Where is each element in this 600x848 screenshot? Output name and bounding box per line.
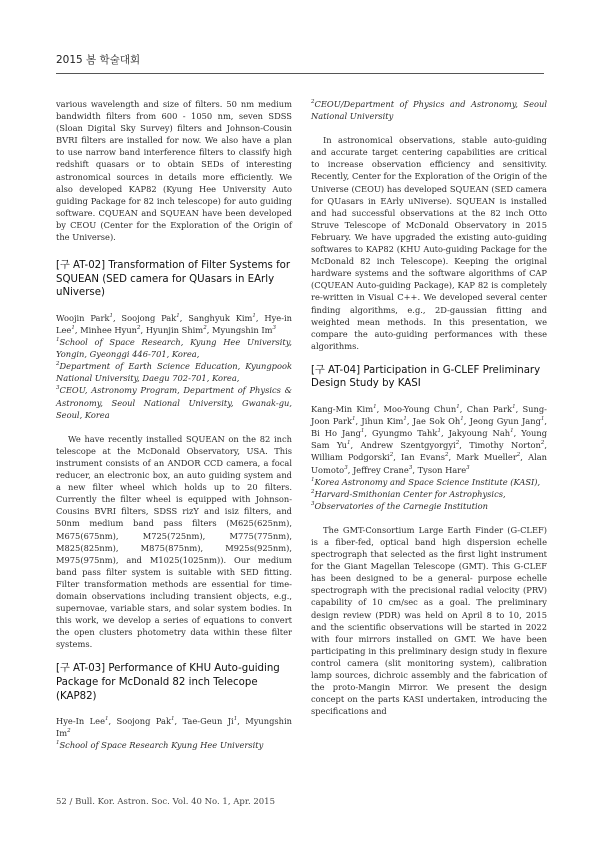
- author-affiliation-mark: 1: [460, 416, 464, 423]
- author-affiliation-mark: 3: [272, 325, 277, 332]
- author-name: Alan Uomoto: [311, 452, 548, 475]
- author-name: Tae-Geun Ji: [182, 716, 234, 727]
- at04-abstract: The GMT-Consortium Large Earth Finder (G-CLEF) is a fiber-fed, optical band high dispersion echelle spectrograph that selected as the first light instrument for the Giant Magellan Telescope (GMT). This G-CLEF has been designed to be a general- purpose echelle spectrograph with the precisional radial velocity (PRV) capability of 10 cm/sec as a goal. The preliminary design review (PDR) was held on April 8 to 10, 2015 and the scientific observations will be started in 2022 with four mirrors installed on GMT. We have been participating in this preliminary design study in flexure control camera (slit monitoring system), calibration lamp sources, dichroic assembly and the fabrication of the proto-Mangin Mirror. We present the design concept on the parts KASI undertaken, introducing the specifications and: [311, 524, 547, 717]
- author-affiliation-mark: 1: [437, 428, 441, 435]
- author-affiliation-mark: 2: [516, 452, 521, 459]
- affiliation-line: $^2$Department of Earth Science Education, Kyungpook National University, Daegu 702-701, Korea,: [56, 361, 292, 384]
- affiliation-line: $^1$School of Space Research Kyung Hee University: [56, 740, 264, 751]
- author-name: Jeong Gyun Jang: [469, 416, 541, 427]
- at04-affiliations: [311, 476, 547, 512]
- author-affiliation-mark: 1: [104, 716, 109, 723]
- author-name: Tyson Hare: [417, 464, 467, 475]
- author-name: Jeffrey Crane: [352, 464, 409, 475]
- author-name: Hyunjin Shim: [145, 325, 204, 335]
- affiliation-line: $^1$Korea Astronomy and Space Science Institute (KASI),: [311, 476, 541, 487]
- page-footer: 52 / Bull. Kor. Astron. Soc. Vol. 40 No. 1, Apr. 2015: [56, 797, 275, 807]
- at02-authors: Woojin Park$^1$, Soojong Pak$^1$, Sanghyuk Kim$^1$, Hye-in Lee$^1$, Minhee Hyun$^2$, Hyunjin Shim$^2$, Myungshin Im$^3$: [56, 312, 292, 335]
- author-name: Myungshin Im: [211, 325, 273, 335]
- author-name: Minhee Hyun: [80, 325, 138, 335]
- left-column: [56, 98, 292, 752]
- affiliation-line: $^2$Harvard-Smithonian Center for Astrophysics,: [311, 488, 506, 499]
- at02-abstract: We have recently installed SQUEAN on the 82 inch telescope at the McDonald Observatory, USA. This instrument consists of an ANDOR CCD camera, a focal reducer, an electronic box, an auto guiding system and a new filter wheel which holds up to 20 filters. Currently the filter wheel is equipped with Johnson-Cousins BVRI filters, SDSS rizY and isiz filters, and 50nm medium band pass filters (M625(625nm), M675(675nm), M725(725nm), M775(775nm), M825(825nm), M875(875nm), M925s(925nm), M975(975nm), and M1025(1025nm)). Our medium band pass filter system is suitable with SED fitting. Filter transformation methods are essential for time-domain observations including transient objects, e.g., supernovae, variable stars, and solar system bodies. In this work, we develop a series of equations to convert the open clusters photometry data within these filter systems.: [56, 433, 292, 650]
- author-affiliation-mark: 1: [171, 716, 175, 723]
- author-name: William Podgorski: [311, 452, 390, 463]
- author-affiliation-mark: 1: [252, 313, 256, 320]
- author-affiliation-mark: 1: [346, 440, 351, 447]
- at03-title: [구 AT-03] Performance of KHU Auto-guiding Package for McDonald 82 inch Telecope (KAP82): [56, 663, 280, 702]
- at02-affiliations: [56, 336, 292, 421]
- author-name: Ian Evans: [401, 452, 445, 463]
- running-header: 2015 봄 학술대회: [56, 54, 141, 66]
- author-name: Moo-Young Chun: [383, 404, 457, 415]
- author-name: Mark Mueller: [456, 452, 517, 463]
- at04-authors: Kang-Min Kim$^1$, Moo-Young Chun$^1$, Chan Park$^1$, Sung-Joon Park$^1$, Jihun Kim$^1$, Jae Sok Oh$^1$, Jeong Gyun Jang$^1$, Bi Ho Jang$^1$, Gyungmo Tahk$^1$, Jakyoung Nah$^1$, Young Sam Yu$^1$, Andrew Szentgyorgyi$^2$, Timothy Norton$^2$, William Podgorski$^2$, Ian Evans$^2$, Mark Mueller$^2$, Alan Uomoto$^3$, Jeffrey Crane$^3$, Tyson Hare$^3$: [311, 404, 548, 475]
- at04-title: [구 AT-04] Participation in G-CLEF Preliminary Design Study by KASI: [311, 364, 541, 390]
- author-affiliation-mark: 3: [344, 464, 348, 471]
- author-name: Myungshin Im: [56, 716, 292, 739]
- author-name: Jihun Kim: [361, 416, 404, 427]
- author-affiliation-mark: 2: [540, 440, 545, 447]
- author-name: Jakyoung Nah: [448, 428, 511, 439]
- author-name: Bi Ho Jang: [311, 428, 361, 439]
- author-affiliation-mark: 1: [352, 416, 356, 423]
- author-name: Woojin Park: [56, 312, 110, 323]
- author-affiliation-mark: 1: [109, 313, 113, 320]
- author-name: Kang-Min Kim: [311, 404, 374, 415]
- author-affiliation-mark: 1: [403, 416, 407, 423]
- at03-abstract: In astronomical observations, stable auto-guiding and accurate target centering capabilities are critical to increase observation efficiency and sensitivity. Recently, Center for the Exploration of the Origin of the Universe (CEOU) has developed SQUEAN (SED camera for QUasars in EArly uNiverse). SQUEAN is installed and had successful observations at the 82 inch Otto Struve Telescope of McDonald Observatory in 2015 February. We have upgraded the existing auto-guiding softwares to KAP82 (KHU Auto-guiding Package for the McDonald 82 inch Telescope). Keeping the original hardware systems and the software algorithms of CAP (CQUEAN Auto-guiding Package), KAP 82 is completely re-written in Visual C++. We developed several center finding algorithms, e.g., 2D-gaussian fitting and weighted mean methods. In this presentation, we compare the auto-guiding performances with these algorithms.: [311, 135, 547, 351]
- at03-affiliation-2: $^2$CEOU/Department of Physics and Astronomy, Seoul National University: [311, 99, 547, 122]
- author-name: Jae Sok Oh: [412, 416, 461, 427]
- author-name: Timothy Norton: [469, 440, 541, 451]
- author-name: Hye-in Lee: [56, 312, 292, 335]
- author-affiliation-mark: 1: [71, 325, 75, 332]
- author-affiliation-mark: 1: [510, 428, 514, 435]
- author-name: Soojong Pak: [121, 312, 177, 323]
- author-name: Sanghyuk Kim: [188, 312, 253, 323]
- author-affiliation-mark: 2: [203, 325, 207, 332]
- author-affiliation-mark: 1: [176, 313, 180, 320]
- affiliation-line: $^3$CEOU, Astronomy Program, Department of Physics & Astronomy, Seoul National University, Gwanak-gu, Seoul, Korea: [56, 385, 292, 420]
- author-affiliation-mark: 2: [455, 440, 460, 447]
- at03-affiliations: [56, 739, 292, 751]
- at02-title: [구 AT-02] Transformation of Filter Systems for SQUEAN (SED camera for QUasars in EArly uNiverse): [56, 260, 291, 299]
- intro-paragraph: various wavelength and size of filters. 50 nm medium bandwidth filters from 600 - 1050 nm, seven SDSS (Sloan Digital Sky Survey) filters and Johnson-Cousin BVRI filters are installed for now. We also have a plan to use narrow band interference filters to classify high redshift quasars or to obtain SEDs of interesting astronomical sources in details more efficiently. We also developed KAP82 (Kyung Hee University Auto guiding Package for 82 inch telescope) for auto guiding software. CQUEAN and SQUEAN have been developed by CEOU (Center for the Exploration of the Origin of the Universe).: [56, 99, 292, 243]
- author-name: Soojong Pak: [116, 716, 171, 727]
- at03-authors: Hye-In Lee$^1$, Soojong Pak$^1$, Tae-Geun Ji$^1$, Myungshin Im$^2$: [56, 716, 292, 739]
- author-affiliation-mark: 2: [445, 452, 449, 459]
- author-affiliation-mark: 1: [540, 416, 545, 423]
- affiliation-line: $^1$School of Space Research, Kyung Hee University, Yongin, Gyeonggi 446-701, Korea,: [56, 337, 292, 360]
- author-affiliation-mark: 1: [233, 716, 238, 723]
- author-affiliation-mark: 2: [67, 728, 71, 735]
- author-affiliation-mark: 1: [373, 404, 377, 411]
- affiliation-line: $^3$Observatories of the Carnegie Institution: [311, 500, 488, 511]
- author-affiliation-mark: 3: [408, 464, 413, 471]
- author-affiliation-mark: 1: [512, 404, 516, 411]
- author-affiliation-mark: 3: [466, 464, 470, 471]
- right-column: [311, 98, 547, 717]
- author-name: Sung-Joon Park: [311, 404, 547, 427]
- author-affiliation-mark: 2: [137, 325, 141, 332]
- author-name: Young Sam Yu: [311, 428, 547, 451]
- author-name: Hye-In Lee: [56, 716, 105, 727]
- author-affiliation-mark: 1: [456, 404, 460, 411]
- author-name: Gyungmo Tahk: [372, 428, 438, 439]
- author-name: Chan Park: [466, 404, 513, 415]
- header-rule: [56, 73, 544, 74]
- author-name: Andrew Szentgyorgyi: [360, 440, 456, 451]
- author-affiliation-mark: 2: [389, 452, 394, 459]
- author-affiliation-mark: 1: [360, 428, 365, 435]
